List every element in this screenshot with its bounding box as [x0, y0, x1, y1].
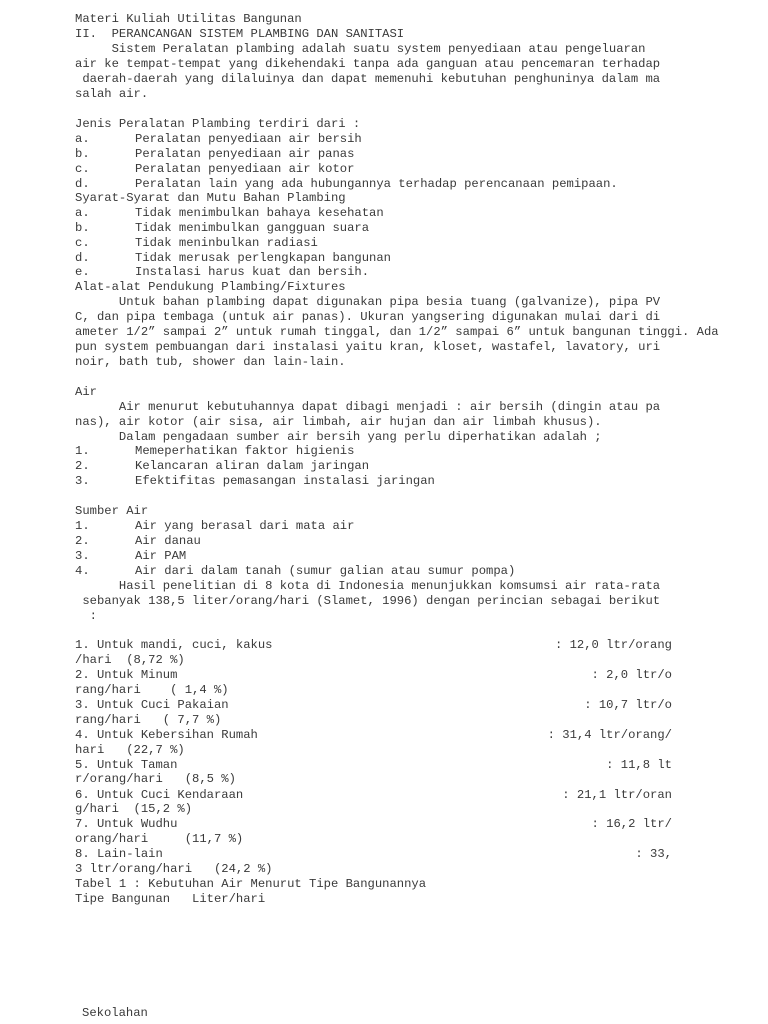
list-item	[75, 474, 435, 489]
list-item	[75, 444, 354, 459]
consumption-item-label: 6. Untuk Cuci Kendaraan	[75, 788, 244, 802]
consumption-item-continuation: rang/hari ( 7,7 %)	[75, 713, 222, 727]
consumption-item-continuation: hari (22,7 %)	[75, 743, 185, 757]
list-item	[75, 265, 369, 280]
list-marker: 4.	[75, 564, 90, 578]
intro-line: air ke tempat-tempat yang dikehendaki tanpa ada ganguan atau pencemaran terhadap	[75, 57, 661, 71]
intro-line: Sistem Peralatan plambing adalah suatu system penyediaan atau pengeluaran	[75, 42, 646, 56]
list-marker: a.	[75, 206, 90, 220]
paragraph-line: Untuk bahan plambing dapat digunakan pipa besia tuang (galvanize), pipa PV	[75, 295, 661, 309]
paragraph-line: ameter 1/2” sampai 2” untuk rumah tinggal, dan 1/2” sampai 6” untuk bangunan tinggi. Ada	[75, 325, 719, 339]
paragraph-line: nas), air kotor (air sisa, air limbah, air hujan dan air limbah khusus).	[75, 415, 602, 429]
list-item	[75, 519, 354, 534]
table-header: Tipe Bangunan Liter/hari	[75, 892, 266, 906]
consumption-item-label: 8. Lain-lain	[75, 847, 163, 861]
consumption-item-label: 7. Untuk Wudhu	[75, 817, 178, 831]
intro-line: daerah-daerah yang dilaluinya dan dapat memenuhi kebutuhan penghuninya dalam ma	[75, 72, 661, 86]
list-marker: 3.	[75, 474, 90, 488]
section-title-syarat: Syarat-Syarat dan Mutu Bahan Plambing	[75, 191, 346, 205]
list-item	[75, 564, 515, 579]
list-item	[75, 206, 384, 221]
list-marker: b.	[75, 221, 90, 235]
list-text: Peralatan penyediaan air bersih	[135, 132, 362, 146]
list-marker: 2.	[75, 459, 90, 473]
list-item	[75, 132, 362, 147]
list-text: Air PAM	[135, 549, 187, 563]
consumption-item-value: : 2,0 ltr/o	[591, 668, 672, 682]
paragraph-line: Air menurut kebutuhannya dapat dibagi menjadi : air bersih (dingin atau pa	[75, 400, 661, 414]
consumption-item-continuation: orang/hari (11,7 %)	[75, 832, 244, 846]
list-text: Air dari dalam tanah (sumur galian atau sumur pompa)	[135, 564, 516, 578]
list-item	[75, 236, 318, 251]
consumption-item-value: : 10,7 ltr/o	[584, 698, 672, 712]
consumption-item-value: : 33,	[635, 847, 672, 861]
table-caption: Tabel 1 : Kebutuhan Air Menurut Tipe Bangunannya	[75, 877, 427, 891]
paragraph-line: pun system pembuangan dari instalasi yaitu kran, kloset, wastafel, lavatory, uri	[75, 340, 661, 354]
consumption-item-continuation: rang/hari ( 1,4 %)	[75, 683, 229, 697]
list-marker: 2.	[75, 534, 90, 548]
paragraph-line: noir, bath tub, shower dan lain-lain.	[75, 355, 346, 369]
consumption-item-label: 2. Untuk Minum	[75, 668, 178, 682]
paragraph-line: sebanyak 138,5 liter/orang/hari (Slamet, 1996) dengan perincian sebagai berikut	[75, 594, 661, 608]
list-text: Peralatan lain yang ada hubungannya terhadap perencanaan pemipaan.	[135, 177, 618, 191]
consumption-item-value: : 31,4 ltr/orang/	[547, 728, 672, 742]
list-text: Efektifitas pemasangan instalasi jaringan	[135, 474, 435, 488]
list-item	[75, 534, 201, 549]
list-marker: a.	[75, 132, 90, 146]
list-text: Air yang berasal dari mata air	[135, 519, 355, 533]
consumption-item-label: 4. Untuk Kebersihan Rumah	[75, 728, 258, 742]
section-title-alat: Alat-alat Pendukung Plambing/Fixtures	[75, 280, 346, 294]
list-marker: c.	[75, 162, 90, 176]
list-text: Tidak menimbulkan gangguan suara	[135, 221, 370, 235]
list-marker: 3.	[75, 549, 90, 563]
section-title-jenis: Jenis Peralatan Plambing terdiri dari :	[75, 117, 361, 131]
list-item	[75, 162, 354, 177]
consumption-item-label: 3. Untuk Cuci Pakaian	[75, 698, 229, 712]
list-marker: 1.	[75, 519, 90, 533]
list-item	[75, 221, 369, 236]
course-title: Materi Kuliah Utilitas Bangunan	[75, 12, 302, 26]
list-item	[75, 549, 186, 564]
list-text: Memeperhatikan faktor higienis	[135, 444, 355, 458]
list-marker: e.	[75, 265, 90, 279]
consumption-item-continuation: 3 ltr/orang/hari (24,2 %)	[75, 862, 273, 876]
paragraph-line: C, dan pipa tembaga (untuk air panas). Ukuran yangsering digunakan mulai dari di	[75, 310, 661, 324]
list-marker: 1.	[75, 444, 90, 458]
list-text: Tidak meninbulkan radiasi	[135, 236, 318, 250]
list-text: Tidak merusak perlengkapan bangunan	[135, 251, 391, 265]
paragraph-line: :	[75, 609, 97, 623]
list-text: Instalasi harus kuat dan bersih.	[135, 265, 370, 279]
list-item	[75, 177, 618, 192]
consumption-item-label: 1. Untuk mandi, cuci, kakus	[75, 638, 273, 652]
list-marker: d.	[75, 251, 90, 265]
consumption-item-continuation: g/hari (15,2 %)	[75, 802, 193, 816]
section-title-air: Air	[75, 385, 97, 399]
consumption-item-value: : 12,0 ltr/orang	[554, 638, 672, 652]
intro-line: salah air.	[75, 87, 149, 101]
consumption-item-value: : 11,8 lt	[606, 758, 672, 772]
consumption-item-value: : 21,1 ltr/oran	[562, 788, 672, 802]
section-title-sumber: Sumber Air	[75, 504, 149, 518]
list-marker: b.	[75, 147, 90, 161]
consumption-item-continuation: r/orang/hari (8,5 %)	[75, 772, 236, 786]
list-text: Tidak menimbulkan bahaya kesehatan	[135, 206, 384, 220]
consumption-item-label: 5. Untuk Taman	[75, 758, 178, 772]
paragraph-line: Dalam pengadaan sumber air bersih yang perlu diperhatikan adalah ;	[75, 430, 602, 444]
chapter-heading: II. PERANCANGAN SISTEM PLAMBING DAN SANITASI	[75, 27, 405, 41]
list-text: Peralatan penyediaan air kotor	[135, 162, 355, 176]
list-text: Kelancaran aliran dalam jaringan	[135, 459, 370, 473]
list-item	[75, 459, 369, 474]
table-row: Sekolahan	[82, 1006, 148, 1020]
consumption-item-value: : 16,2 ltr/	[591, 817, 672, 831]
list-marker: c.	[75, 236, 90, 250]
list-marker: d.	[75, 177, 90, 191]
list-item	[75, 147, 354, 162]
paragraph-line: Hasil penelitian di 8 kota di Indonesia menunjukkan komsumsi air rata-rata	[75, 579, 661, 593]
consumption-item-continuation: /hari (8,72 %)	[75, 653, 185, 667]
list-text: Peralatan penyediaan air panas	[135, 147, 355, 161]
list-item	[75, 251, 391, 266]
list-text: Air danau	[135, 534, 201, 548]
